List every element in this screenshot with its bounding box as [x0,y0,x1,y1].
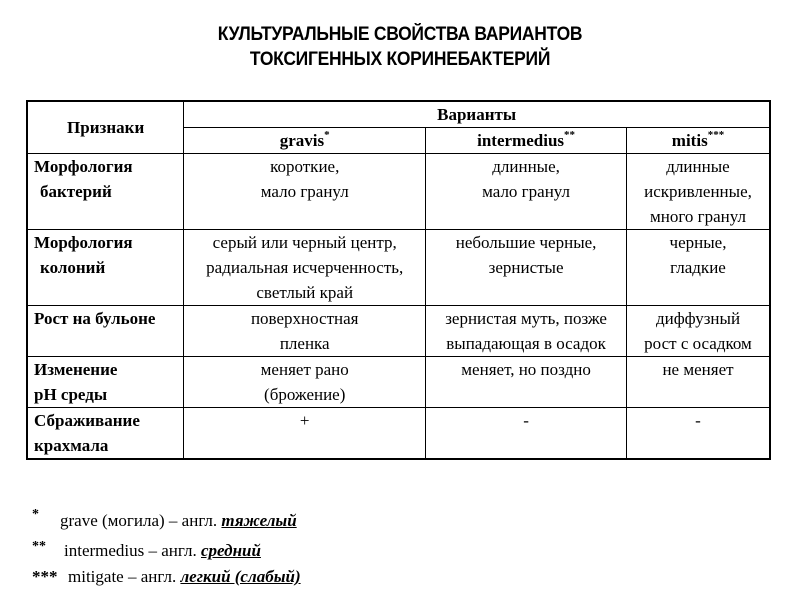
cell-line: меняет, но поздно [461,360,591,379]
header-variants: Варианты [184,101,770,128]
properties-table [26,100,771,460]
cell-line: зернистые [488,258,564,277]
header-features: Признаки [27,101,184,154]
footnote-mark: *** [32,567,58,586]
cell-line: зернистая муть, позже [445,309,607,328]
table-header-row [27,101,770,128]
title-line-2: ТОКСИГЕННЫХ КОРИНЕБАКТЕРИЙ [249,49,551,70]
footnote-translation: тяжелый [221,511,297,530]
cell-line: мало гранул [482,182,571,201]
mitis-cell [627,230,771,306]
feature-line: Морфология [34,157,133,176]
cell-line: выпадающая в осадок [446,334,606,353]
header-mitis [627,128,771,154]
cell-line: + [299,411,310,430]
feature-cell [27,230,184,306]
cell-line: мало гранул [260,182,349,201]
footnotes [32,502,301,590]
feature-cell [27,408,184,460]
title-line-1: КУЛЬТУРАЛЬНЫЕ СВОЙСТВА ВАРИАНТОВ [217,24,583,45]
footnote-text: intermedius – англ. [64,541,201,560]
feature-line: Изменение [34,360,118,379]
gravis-cell [184,408,426,460]
cell-line: искривленные, [644,182,752,201]
intermedius-cell [426,230,627,306]
feature-line: крахмала [34,436,109,455]
cell-line: поверхностная [250,309,359,328]
feature-line: колоний [40,258,106,277]
cell-line: гладкие [670,258,726,277]
footnote [32,502,301,534]
variant-name: gravis [279,131,325,150]
footnote [32,534,301,564]
cell-line: короткие, [270,157,340,176]
intermedius-cell [426,408,627,460]
mitis-cell [627,408,771,460]
cell-line: много гранул [649,207,746,226]
mitis-cell [627,306,771,357]
feature-cell [27,357,184,408]
cell-line: длинные [666,157,730,176]
footnote-translation: легкий (слабый) [180,567,301,586]
cell-line: (брожение) [264,385,346,404]
variant-name: intermedius [477,131,565,150]
feature-line: Рост на бульоне [34,309,156,328]
feature-cell [27,154,184,230]
cell-line: пленка [279,334,330,353]
gravis-cell [184,357,426,408]
intermedius-cell [426,306,627,357]
feature-cell [27,306,184,357]
footnote-text: mitigate – англ. [68,567,181,586]
mitis-cell [627,357,771,408]
header-gravis [184,128,426,154]
intermedius-cell [426,154,627,230]
cell-line: светлый край [256,283,354,302]
variant-name: mitis [671,131,708,150]
feature-line: pH среды [34,385,108,404]
cell-line: - [695,411,701,430]
table-row [27,306,770,357]
feature-line: Сбраживание [34,411,140,430]
gravis-cell [184,230,426,306]
feature-line: Морфология [34,233,133,252]
variant-mark: ** [564,129,576,141]
footnote-text: grave (могила) – англ. [60,511,222,530]
mitis-cell [627,154,771,230]
cell-line: не меняет [662,360,734,379]
header-intermedius [426,128,627,154]
footnote-mark: * [32,507,39,522]
table-row [27,230,770,306]
cell-line: диффузный [655,309,741,328]
footnote-mark: ** [32,539,46,554]
table-row [27,408,770,460]
variant-mark: * [324,129,330,141]
cell-line: меняет рано [260,360,349,379]
gravis-cell [184,306,426,357]
footnote-translation: средний [201,541,261,560]
cell-line: небольшие черные, [455,233,597,252]
feature-line: бактерий [40,182,112,201]
cell-line: - [523,411,529,430]
intermedius-cell [426,357,627,408]
cell-line: рост с осадком [644,334,752,353]
gravis-cell [184,154,426,230]
cell-line: длинные, [492,157,560,176]
page-title [32,22,768,72]
cell-line: черные, [669,233,727,252]
footnote [32,564,301,590]
cell-line: серый или черный центр, [212,233,397,252]
table-row [27,357,770,408]
variant-mark: *** [707,129,725,141]
cell-line: радиальная исчерченность, [206,258,404,277]
table-row [27,154,770,230]
